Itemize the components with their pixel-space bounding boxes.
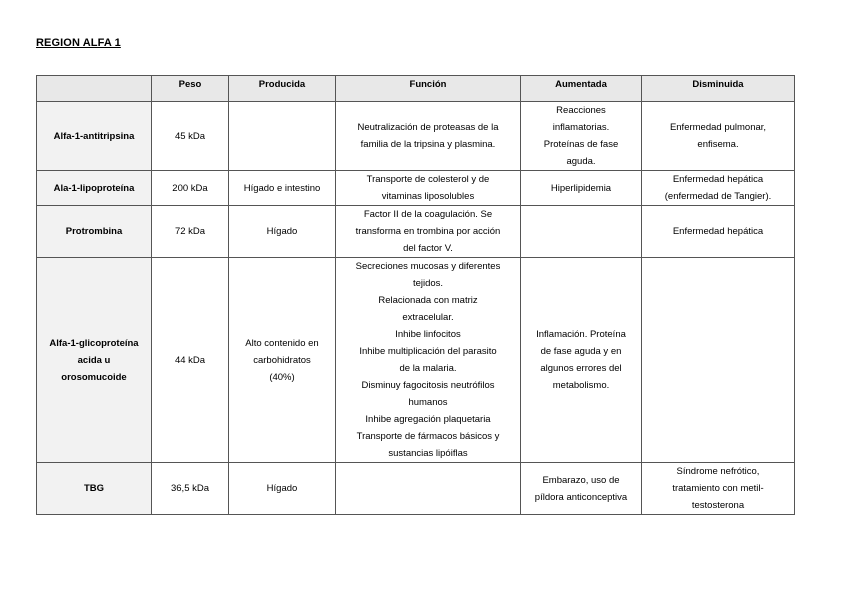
funcion-cell bbox=[336, 463, 521, 515]
text-line: familia de la tripsina y plasmina. bbox=[360, 139, 496, 150]
text-line: Neutralización de proteasas de la bbox=[357, 122, 499, 133]
peso-cell: 200 kDa bbox=[152, 171, 229, 206]
text-line: píldora anticonceptiva bbox=[534, 491, 628, 503]
text-line: de fase aguda y en bbox=[540, 346, 622, 357]
header-producida: Producida bbox=[229, 76, 336, 102]
peso-cell: 72 kDa bbox=[152, 206, 229, 258]
table-row bbox=[37, 258, 795, 463]
text-line: Proteínas de fase bbox=[543, 139, 619, 150]
header-row bbox=[37, 76, 795, 102]
text-line: extracelular. bbox=[402, 312, 454, 323]
text-line: Embarazo, uso de bbox=[542, 474, 620, 486]
text-line: orosomucoide bbox=[61, 371, 127, 383]
text-line: (enfermedad de Tangier). bbox=[664, 191, 772, 202]
peso-cell: 36,5 kDa bbox=[152, 463, 229, 515]
text-line: Reacciones bbox=[556, 105, 606, 116]
text-line: acida u bbox=[77, 354, 111, 366]
text-line: Inhibe agregación plaquetaria bbox=[365, 414, 491, 425]
header-blank bbox=[37, 76, 152, 102]
protein-name: Alfa-1-antitripsina bbox=[37, 102, 152, 171]
text-line: carbohidratos bbox=[253, 354, 311, 366]
text-line: de la malaria. bbox=[399, 363, 457, 374]
text-line: Relacionada con matriz bbox=[378, 295, 478, 306]
disminuida-cell bbox=[642, 258, 795, 463]
table-row bbox=[37, 171, 795, 206]
table-row bbox=[37, 206, 795, 258]
protein-name: TBG bbox=[37, 463, 152, 515]
protein-name: Ala-1-lipoproteína bbox=[37, 171, 152, 206]
text-line: algunos errores del bbox=[540, 363, 622, 374]
producida-cell: Hígado e intestino bbox=[229, 171, 336, 206]
text-line: Inhibe multiplicación del parasito bbox=[359, 346, 497, 357]
disminuida-cell bbox=[642, 463, 795, 515]
text-line: Enfermedad pulmonar, bbox=[669, 122, 767, 133]
header-aumentada: Aumentada bbox=[521, 76, 642, 102]
text-line: Hiperlipidemia bbox=[550, 182, 612, 194]
text-line: testosterona bbox=[691, 500, 745, 511]
aumentada-cell bbox=[521, 171, 642, 206]
text-line: aguda. bbox=[566, 156, 596, 167]
aumentada-cell bbox=[521, 463, 642, 515]
text-line: vitaminas liposolubles bbox=[381, 191, 475, 202]
text-line: humanos bbox=[408, 397, 448, 408]
peso-cell: 45 kDa bbox=[152, 102, 229, 171]
text-line: Transporte de colesterol y de bbox=[366, 174, 490, 185]
disminuida-cell bbox=[642, 206, 795, 258]
producida-cell: Hígado bbox=[229, 463, 336, 515]
text-line: transforma en trombina por acción bbox=[355, 226, 501, 237]
text-line: metabolismo. bbox=[552, 380, 610, 391]
aumentada-cell bbox=[521, 206, 642, 258]
text-line: (40%) bbox=[269, 371, 295, 383]
text-line: Factor II de la coagulación. Se bbox=[363, 209, 493, 220]
alpha1-table bbox=[36, 75, 795, 515]
text-line: Inhibe linfocitos bbox=[395, 329, 461, 340]
disminuida-cell bbox=[642, 171, 795, 206]
text-line: Síndrome nefrótico, bbox=[676, 466, 760, 477]
text-line: Secreciones mucosas y diferentes bbox=[355, 261, 501, 272]
header-disminuida: Disminuida bbox=[642, 76, 795, 102]
producida-cell bbox=[229, 258, 336, 463]
text-line: enfisema. bbox=[697, 139, 739, 150]
text-line: Enfermedad hepática bbox=[672, 226, 764, 237]
text-line: Transporte de fármacos básicos y bbox=[356, 431, 500, 442]
page-title: REGION ALFA 1 bbox=[36, 37, 121, 49]
peso-cell: 44 kDa bbox=[152, 258, 229, 463]
aumentada-cell bbox=[521, 258, 642, 463]
header-peso: Peso bbox=[152, 76, 229, 102]
text-line: tejidos. bbox=[412, 278, 444, 289]
text-line: Alto contenido en bbox=[245, 337, 319, 349]
protein-name bbox=[37, 258, 152, 463]
header-funcion: Función bbox=[336, 76, 521, 102]
table-row bbox=[37, 102, 795, 171]
text-line: sustancias lipóiflas bbox=[388, 448, 468, 459]
producida-cell bbox=[229, 102, 336, 171]
funcion-cell bbox=[336, 206, 521, 258]
text-line: Inflamación. Proteína bbox=[536, 329, 626, 340]
protein-name: Protrombina bbox=[37, 206, 152, 258]
aumentada-cell bbox=[521, 102, 642, 171]
disminuida-cell bbox=[642, 102, 795, 171]
text-line: tratamiento con metil- bbox=[672, 483, 764, 494]
table-row bbox=[37, 463, 795, 515]
text-line: del factor V. bbox=[403, 243, 453, 254]
funcion-cell bbox=[336, 102, 521, 171]
text-line: Alfa-1-glicoproteína bbox=[49, 337, 139, 349]
funcion-cell bbox=[336, 258, 521, 463]
text-line: Disminuy fagocitosis neutrófilos bbox=[361, 380, 495, 391]
funcion-cell bbox=[336, 171, 521, 206]
text-line: inflamatorias. bbox=[552, 122, 610, 133]
producida-cell: Hígado bbox=[229, 206, 336, 258]
text-line: Enfermedad hepática bbox=[672, 174, 764, 185]
